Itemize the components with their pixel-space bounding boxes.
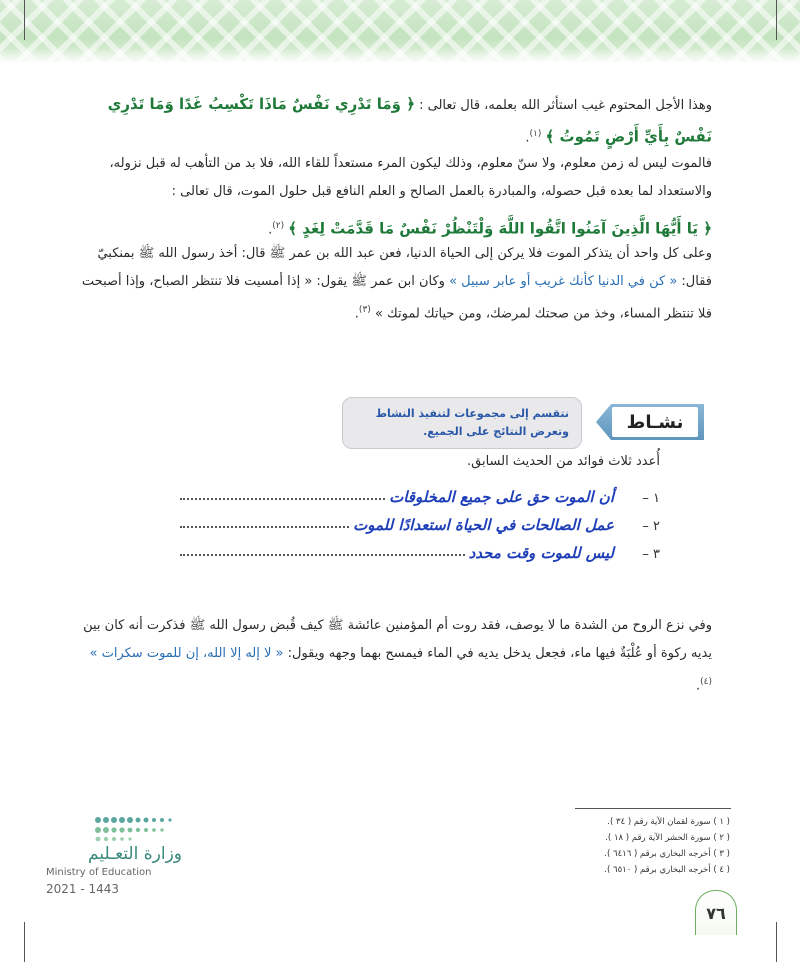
crop-mark <box>24 0 25 40</box>
paragraph-3-text-a: وعلى كل واحد أن يتذكر الموت فلا يركن إلى الحياة الدنيا، فعن عبد الله بن عمر ﷺ قال: أخذ رسول الله ﷺ بمنكبيّ فقال: <box>97 246 712 289</box>
activity-item-answer: عمل الصالحات في الحياة استعدادًا للموت <box>353 516 614 534</box>
paragraph-1: وهذا الأجل المحتوم غيب استأثر الله بعلمه، قال تعالى : ﴿ وَمَا تَدْرِي نَفْسٌ مَاذَا تَكْسِبُ غَدًا وَمَا تَدْرِي نَفْسٌ بِأَيِّ أَرْضٍ تَمُوتُ ﴾ $^{(١)}$. <box>107 95 712 146</box>
dotted-line <box>180 525 349 528</box>
ministry-name-en: Ministry of Education <box>46 867 152 878</box>
quran-verse-2: ﴿ يَا أَيُّهَا الَّذِينَ آمَنُوا اتَّقُوا اللَّهَ وَلْتَنْظُرْ نَفْسٌ مَا قَدَّمَتْ لِغَدٍ ﴾ <box>288 219 712 238</box>
activity-tab-label: نشـاط <box>612 407 698 437</box>
quran-verse-2-line: ﴿ يَا أَيُّهَا الَّذِينَ آمَنُوا اتَّقُوا اللَّهَ وَلْتَنْظُرْ نَفْسٌ مَا قَدَّمَتْ لِغَدٍ ﴾ $^{(٢)}$. <box>268 219 712 238</box>
paragraph-1-text: وهذا الأجل المحتوم غيب استأثر الله بعلمه، قال تعالى : <box>419 98 712 113</box>
crop-mark <box>24 922 25 962</box>
footnote-divider <box>575 808 731 809</box>
paragraph-4: وفي نزع الروح من الشدة ما لا يوصف، فقد روت أم المؤمنين عائشة ﷺ كيف قُبض رسول الله ﷺ فذكرت أنه كان بين يديه ركوة أو عُلْبَةٌ فيها ماء، فجعل يدخل يديه في الماء فيمسح بهما وجهه ويقول: « لا إله إلا الله، إن للموت سكرات » $^{(٤)}$. <box>83 618 712 694</box>
paragraph-2 <box>72 150 712 206</box>
page-number: ٧٦ <box>695 890 737 935</box>
activity-item-number: ١ – <box>642 491 660 506</box>
paragraph-2-text: فالموت ليس له زمن معلوم، ولا سنّ معلوم، وذلك ليكون المرء مستعداً للقاء الله، فلا بد من التأهب له قبل نزوله، والاستعداد لما بعده قبل حصوله، والمبادرة بالعمل الصالح و العلم النافع قبل حلول الموت، قال تعالى : <box>109 156 712 199</box>
paragraph-3: وعلى كل واحد أن يتذكر الموت فلا يركن إلى الحياة الدنيا، فعن عبد الله بن عمر ﷺ قال: أخذ رسول الله ﷺ بمنكبيّ فقال: « كن في الدنيا كأنك غريب أو عابر سبيل » وكان ابن عمر ﷺ يقول: « إذا أمسيت فلا تنتظر الصباح، وإذا أصبحت فلا تنتظر المساء، وخذ من صحتك لمرضك، ومن حياتك لموتك » $^{(٣)}$. <box>81 246 712 322</box>
header-banner-fade <box>0 48 800 66</box>
activity-item-3 <box>180 536 660 562</box>
ministry-year: 2021 - 1443 <box>46 882 120 896</box>
footnote-4: ( ٤ ) أخرجه البخاري برقم ( ٦٥١٠ ). <box>604 865 730 875</box>
hadith-quote-2: « إذا أمسيت فلا تنتظر الصباح، وإذا أصبحت فلا تنتظر المساء، وخذ من صحتك لمرضك، ومن حياتك لموتك » <box>81 274 712 322</box>
activity-note: نتقسم إلى مجموعات لتنفيذ النشاط وتعرض النتائج على الجميع. <box>342 397 582 449</box>
footnote-ref-4: (٤) <box>700 677 712 687</box>
activity-item-number: ٣ – <box>642 547 660 562</box>
activity-item-number: ٢ – <box>642 519 660 534</box>
dotted-line <box>180 553 465 556</box>
ministry-logo-mark <box>90 812 180 842</box>
footnotes <box>530 814 730 878</box>
activity-item-answer: أن الموت حق على جميع المخلوقات <box>389 488 614 506</box>
paragraph-4-text: وفي نزع الروح من الشدة ما لا يوصف، فقد روت أم المؤمنين عائشة ﷺ كيف قُبض رسول الله ﷺ فذكرت أنه كان بين يديه ركوة أو عُلْبَةٌ فيها ماء، فجعل يدخل يديه في الماء فيمسح بهما وجهه ويقول: <box>83 618 712 661</box>
footnote-2: ( ٢ ) سورة الحشر الآية رقم ( ١٨ ). <box>605 833 730 843</box>
activity-item-2 <box>180 508 660 534</box>
hadith-quote-3: « لا إله إلا الله، إن للموت سكرات » <box>89 646 284 661</box>
hadith-quote-1: « كن في الدنيا كأنك غريب أو عابر سبيل » <box>449 274 678 289</box>
crop-mark <box>776 0 777 40</box>
footnote-ref-3: (٣) <box>358 305 371 315</box>
footnote-3: ( ٣ ) أخرجه البخاري برقم ( ٦٤١٦ ). <box>604 849 730 859</box>
paragraph-3-text-b: وكان ابن عمر ﷺ يقول: <box>316 274 445 289</box>
activity-item-1 <box>180 480 660 506</box>
activity-item-answer: ليس للموت وقت محدد <box>468 544 614 562</box>
crop-mark <box>776 922 777 962</box>
footnote-ref-1: (١) <box>529 129 542 139</box>
footnote-1: ( ١ ) سورة لقمان الآية رقم ( ٣٤ ). <box>607 817 730 827</box>
footnote-ref-2: (٢) <box>272 221 285 231</box>
ministry-name-ar: وزارة التعـليم <box>88 844 182 864</box>
dotted-line <box>180 497 385 500</box>
quran-verse-1: ﴿ وَمَا تَدْرِي نَفْسٌ مَاذَا تَكْسِبُ غَدًا وَمَا تَدْرِي نَفْسٌ بِأَيِّ أَرْضٍ تَمُوتُ ﴾ <box>107 95 712 146</box>
ministry-logo <box>42 812 182 898</box>
activity-instruction: أُعدد ثلاث فوائد من الحديث السابق. <box>467 454 660 469</box>
